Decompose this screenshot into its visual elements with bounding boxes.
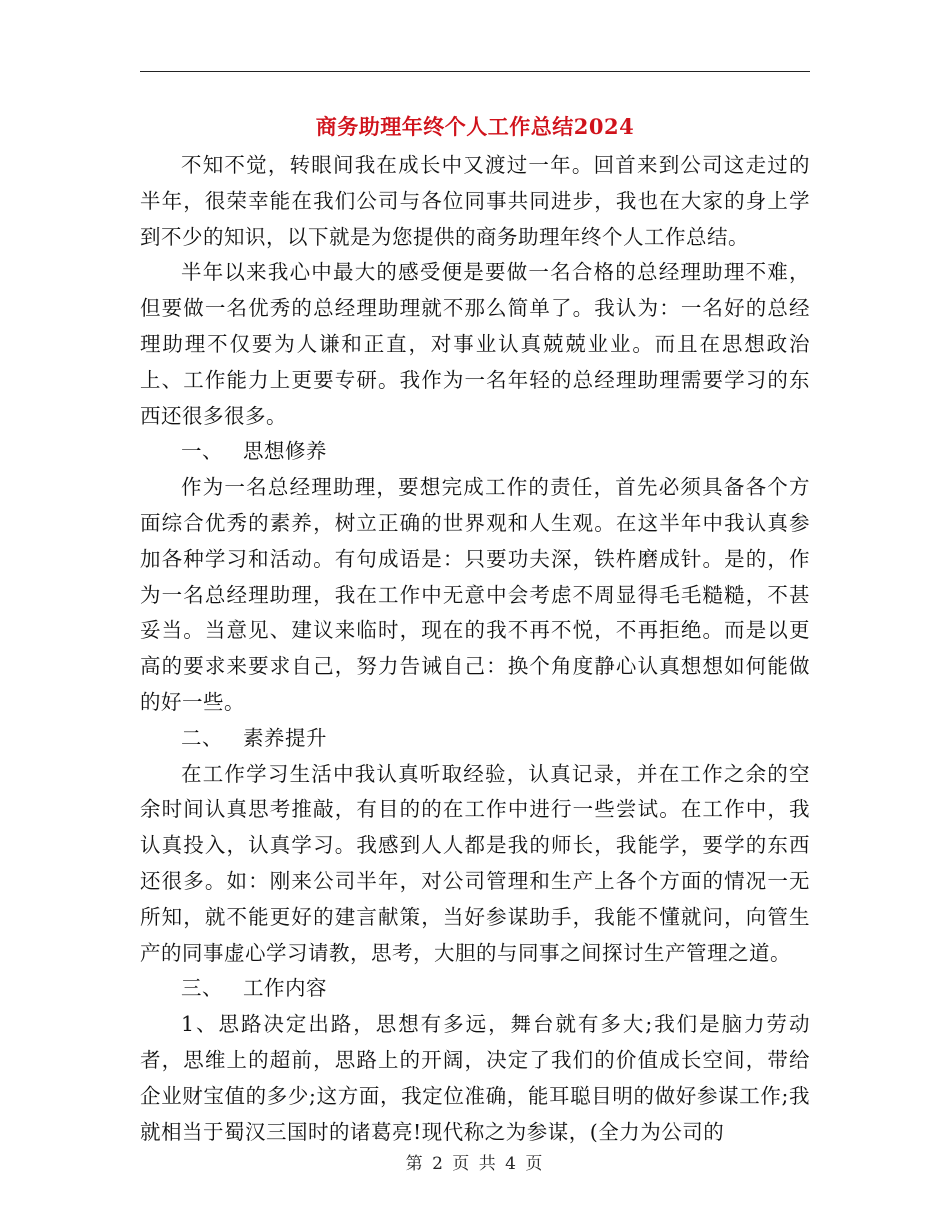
section-paragraph-1: 作为一名总经理助理，要想完成工作的责任，首先必须具备各个方面综合优秀的素养，树立正确的世界观和人生观。在这半年中我认真参加各种学习和活动。有句成语是：只要功夫深，铁杵磨成针。是的，作为一名总经理助理，我在工作中无意中会考虑不周显得毛毛糙糙，不甚妥当。当意见、建议来临时，现在的我不再不悦，不再拒绝。而是以更高的要求来要求自己，努力告诫自己：换个角度静心认真想想如何能做的好一些。 xyxy=(140,475,810,714)
intro-paragraph-2: 半年以来我心中最大的感受便是要做一名合格的总经理助理不难，但要做一名优秀的总经理助理就不那么简单了。我认为：一名好的总经理助理不仅要为人谦和正直，对事业认真兢兢业业。而且在思想政治上、工作能力上更要专研。我作为一名年轻的总经理助理需要学习的东西还很多很多。 xyxy=(140,260,810,428)
header-rule xyxy=(140,71,810,72)
section-heading-1 xyxy=(140,434,810,470)
document-title: 商务助理年终个人工作总结2024 xyxy=(315,114,635,139)
section-heading-2 xyxy=(140,721,810,757)
section-title-3: 工作内容 xyxy=(243,976,327,1001)
section-number-2: 二、 xyxy=(181,725,223,750)
section-title-2: 素养提升 xyxy=(243,725,327,750)
section-number-1: 一、 xyxy=(181,439,223,464)
page-number: 第 2 页 共 4 页 xyxy=(405,1154,545,1174)
section-number-3: 三、 xyxy=(181,976,223,1001)
section-title-1: 思想修养 xyxy=(243,439,327,464)
section-paragraph-2: 在工作学习生活中我认真听取经验，认真记录，并在工作之余的空余时间认真思考推敲，有目的的在工作中进行一些尝试。在工作中，我认真投入，认真学习。我感到人人都是我的师长，我能学，要学的东西还很多。如：刚来公司半年，对公司管理和生产上各个方面的情况一无所知，就不能更好的建言献策，当好参谋助手，我能不懂就问，向管生产的同事虚心学习请教，思考，大胆的与同事之间探讨生产管理之道。 xyxy=(140,761,810,965)
section-heading-3 xyxy=(140,971,810,1007)
intro-paragraph-1: 不知不觉，转眼间我在成长中又渡过一年。回首来到公司这走过的半年，很荣幸能在我们公司与各位同事共同进步，我也在大家的身上学到不少的知识，以下就是为您提供的商务助理年终个人工作总结。 xyxy=(140,153,810,249)
document-body xyxy=(140,148,810,1150)
section-paragraph-3: 1、思路决定出路，思想有多远，舞台就有多大;我们是脑力劳动者，思维上的超前，思路上的开阔，决定了我们的价值成长空间，带给企业财宝值的多少;这方面，我定位准确，能耳聪目明的做好参谋工作;我就相当于蜀汉三国时的诸葛亮!现代称之为参谋，(全力为公司的 xyxy=(140,1012,810,1144)
